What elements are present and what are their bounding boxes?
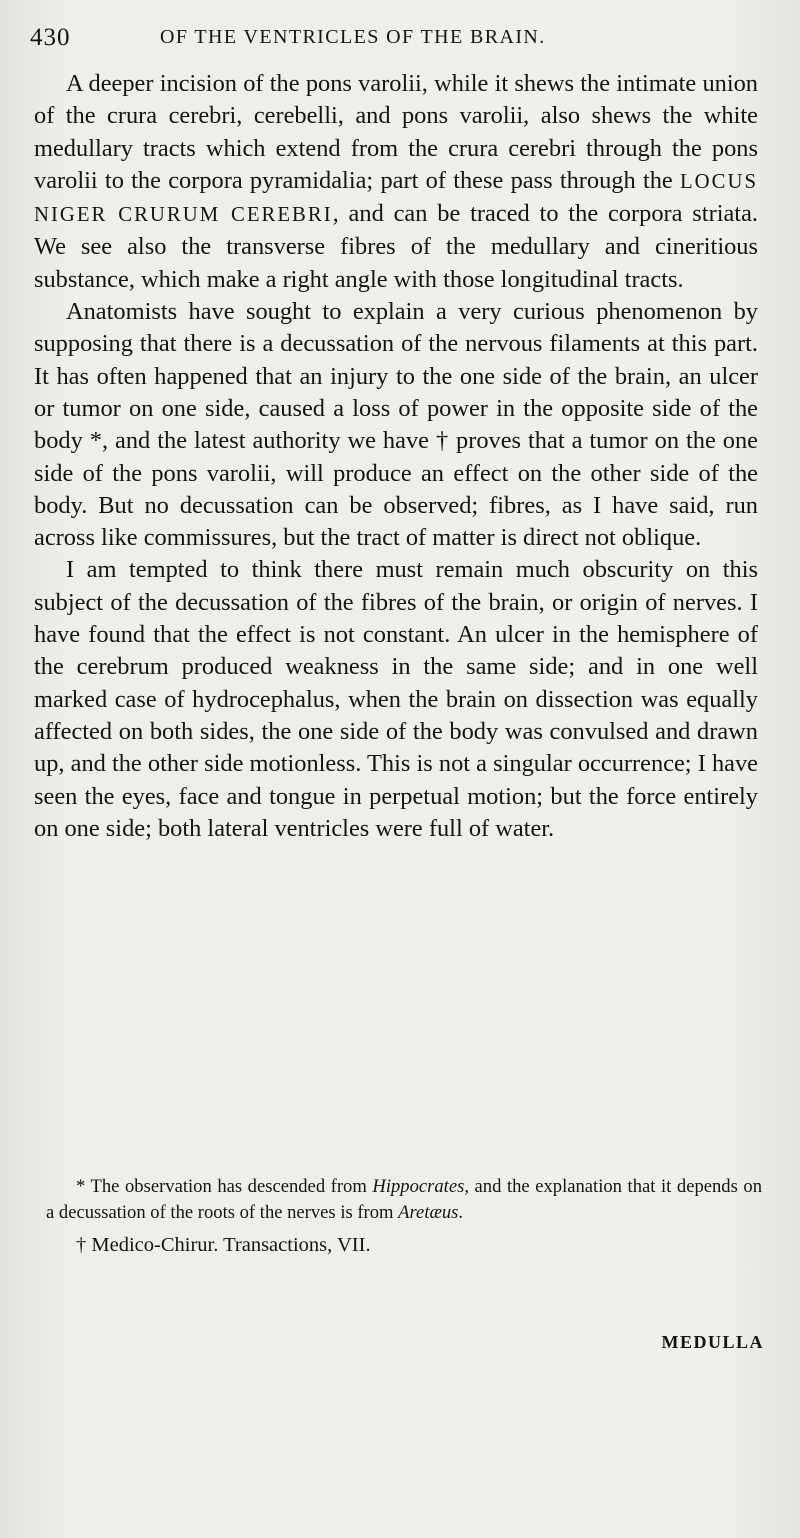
paragraph-1-part-b: , and can be traced to the corpora striata. We see also the transverse fibres of the medullary and cineritious substance, which make a right angle with those longitudinal tracts. [34, 200, 758, 293]
paragraph-1-small-caps: LOCUS NIGER CRURUM CEREBRI [34, 170, 758, 227]
footnote-1-italic-hippocrates: Hippocrates [372, 1176, 465, 1197]
footnote-asterisk [46, 1174, 762, 1226]
page-header [30, 22, 770, 56]
main-text [34, 68, 758, 845]
footnote-1-italic-aretaeus: Aretæus [398, 1202, 459, 1223]
catchword: MEDULLA [661, 1332, 764, 1352]
footnotes [46, 1174, 762, 1258]
paragraph-pons-varolii [34, 68, 758, 296]
paragraph-1-part-a: A deeper incision of the pons varolii, while it shews the intimate union of the crura cerebri, cerebelli, and pons varolii, also shews the white medullary tracts which extend from the crura cerebri through the pons varolii to the corpora pyramidalia; part of these pass through the [34, 70, 758, 194]
page-number: 430 [30, 24, 71, 51]
running-head: OF THE VENTRICLES OF THE BRAIN. [160, 26, 546, 48]
footnote-1-part-b: , and the explanation that it depends on a decussation of the roots of the nerves is from [46, 1176, 762, 1223]
paragraph-decussation: Anatomists have sought to explain a very curious phenomenon by supposing that there is a decussation of the nervous filaments at this part. It has often happened that an injury to the one side of the brain, an ulcer or tumor on one side, caused a loss of power in the opposite side of the body *, and the latest authority we have † proves that a tumor on the one side of the pons varolii, will produce an effect on the other side of the body. But no decussation can be observed; fibres, as I have said, run across like commissures, but the tract of matter is direct not oblique. [34, 298, 758, 552]
footnote-1-part-c: . [458, 1202, 464, 1223]
footnote-dagger: † Medico-Chirur. Transactions, VII. [76, 1234, 371, 1256]
footnote-1-part-a: * The observation has descended from [76, 1176, 373, 1197]
paragraph-obscurity: I am tempted to think there must remain much obscurity on this subject of the decussation of the fibres of the brain, or origin of nerves. I have found that the effect is not constant. An ulcer in the hemisphere of the cerebrum produced weakness in the same side; and in one well marked case of hydrocephalus, when the brain on dissection was equally affected on both sides, the one side of the body was convulsed and drawn up, and the other side motionless. This is not a singular occurrence; I have seen the eyes, face and tongue in perpetual motion; but the force entirely on one side; both lateral ventricles were full of water. [34, 556, 758, 842]
